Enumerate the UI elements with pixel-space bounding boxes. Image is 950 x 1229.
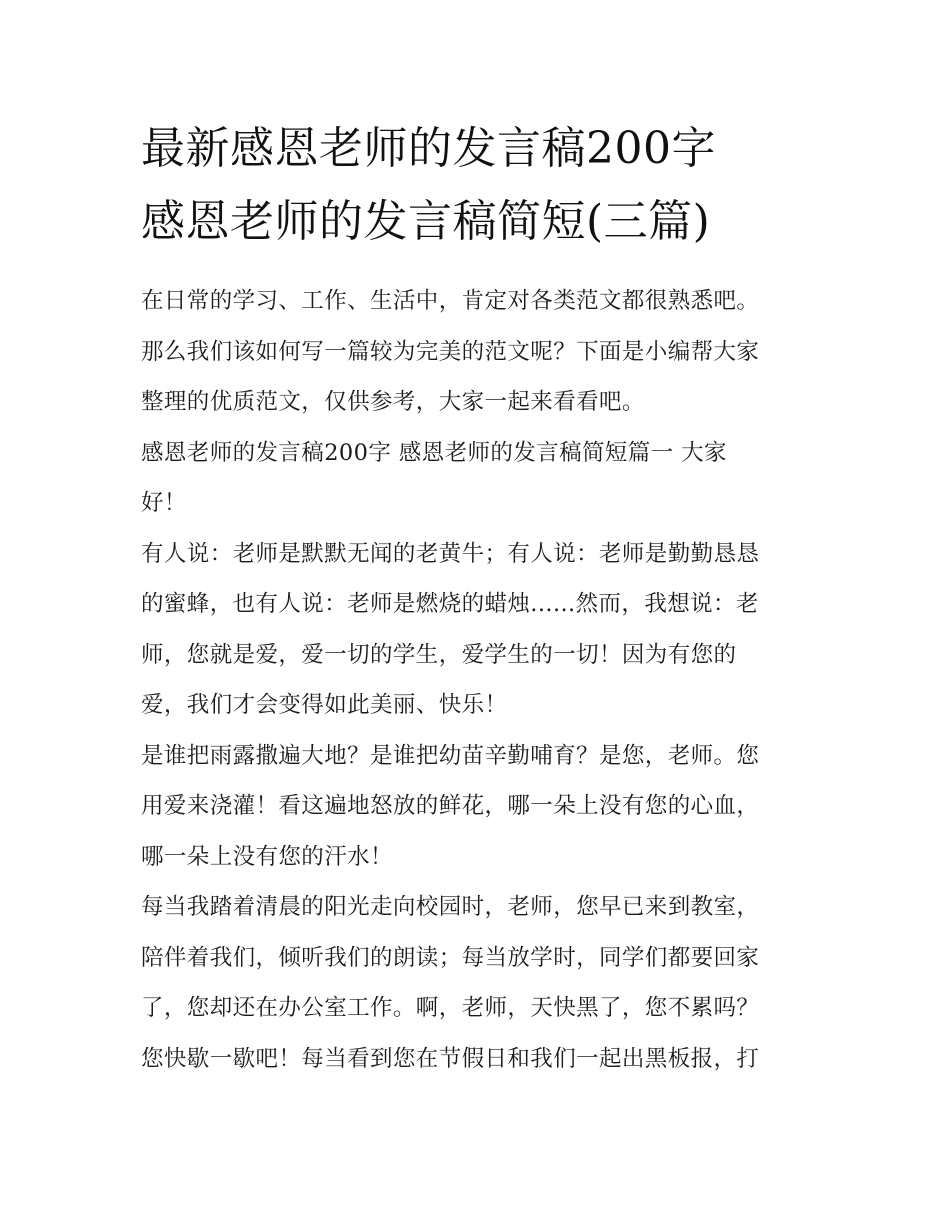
body-line: 有人说：老师是默默无闻的老黄牛；有人说：老师是勤勤恳恳 <box>141 540 760 567</box>
body-line: 每当我踏着清晨的阳光走向校园时，老师，您早已来到教室， <box>141 894 760 920</box>
title-line: 感恩老师的发言稿简短(三篇) <box>141 196 711 247</box>
document-title <box>141 112 821 258</box>
body-line: 陪伴着我们，倾听我们的朗读；每当放学时，同学们都要回家 <box>141 944 760 971</box>
body-line: 了，您却还在办公室工作。啊，老师，天快黑了，您不累吗？ <box>141 995 760 1021</box>
body-line: 用爱来浇灌！看这遍地怒放的鲜花，哪一朵上没有您的心血， <box>141 793 760 819</box>
body-line: 的蜜蜂，也有人说：老师是燃烧的蜡烛......然而，我想说：老 <box>141 591 759 617</box>
body-line: 好！ <box>141 490 187 516</box>
body-line: 师，您就是爱，爱一切的学生，爱学生的一切！因为有您的 <box>141 641 737 668</box>
body-line: 您快歇一歇吧！每当看到您在节假日和我们一起出黑板报，打 <box>141 1045 760 1072</box>
body-line: 感恩老师的发言稿200字 感恩老师的发言稿简短篇一 大家 <box>141 439 727 466</box>
document-body <box>141 276 821 1084</box>
body-line: 爱，我们才会变得如此美丽、快乐！ <box>141 692 508 718</box>
body-line: 那么我们该如何写一篇较为完美的范文呢？下面是小编帮大家 <box>141 338 760 365</box>
title-line: 最新感恩老师的发言稿200字 <box>141 123 716 174</box>
body-line: 在日常的学习、工作、生活中，肯定对各类范文都很熟悉吧。 <box>141 288 760 314</box>
body-line: 是谁把雨露撒遍大地？是谁把幼苗辛勤哺育？是您，老师。您 <box>141 742 760 769</box>
body-line: 整理的优质范文，仅供参考，大家一起来看看吧。 <box>141 389 645 415</box>
body-line: 哪一朵上没有您的汗水！ <box>141 843 393 870</box>
